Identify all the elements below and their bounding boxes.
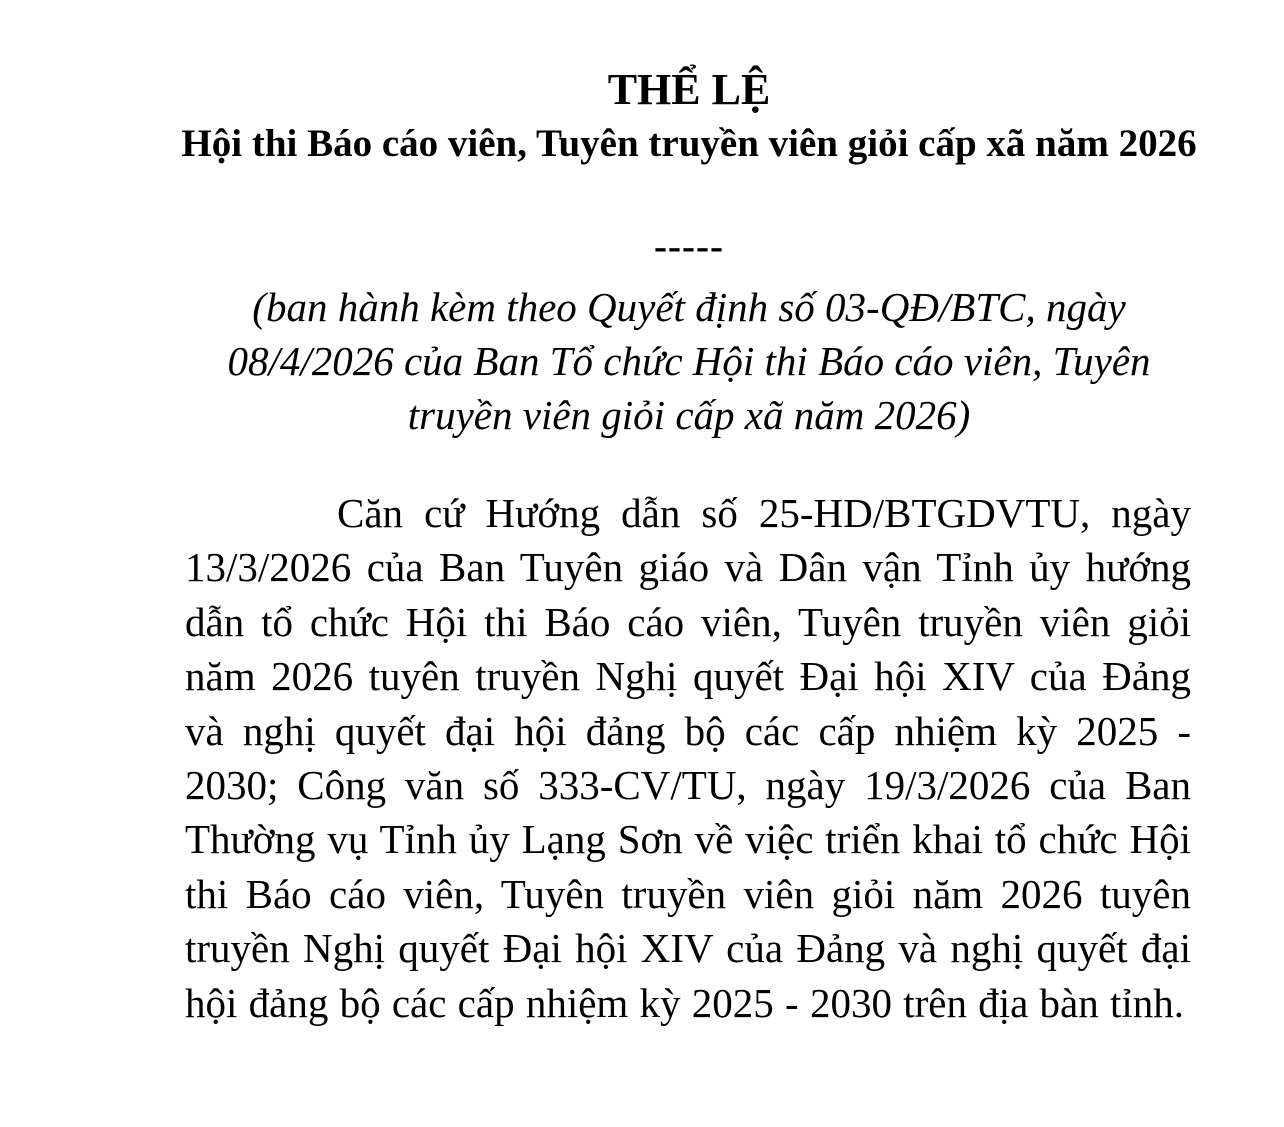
document-subtitle: Hội thi Báo cáo viên, Tuyên truyền viên giỏi cấp xã năm 2026	[181, 122, 1197, 165]
title-divider: -----	[654, 225, 724, 268]
document-title: THỂ LỆ	[607, 65, 771, 114]
issuance-note: (ban hành kèm theo Quyết định số 03-QĐ/BTC, ngày 08/4/2026 của Ban Tổ chức Hội thi Báo cáo viên, Tuyên truyền viên giỏi cấp xã năm 2026)	[227, 284, 1151, 438]
body-paragraph: Căn cứ Hướng dẫn số 25-HD/BTGDVTU, ngày 13/3/2026 của Ban Tuyên giáo và Dân vận Tỉnh ủy hướng dẫn tổ chức Hội thi Báo cáo viên, Tuyên truyền viên giỏi năm 2026 tuyên truyền Nghị quyết Đại hội XIV của Đảng và nghị quyết đại hội đảng bộ các cấp nhiệm kỳ 2025 - 2030; Công văn số 333-CV/TU, ngày 19/3/2026 của Ban Thường vụ Tỉnh ủy Lạng Sơn về việc triển khai tổ chức Hội thi Báo cáo viên, Tuyên truyền viên giỏi năm 2026 tuyên truyền Nghị quyết Đại hội XIV của Đảng và nghị quyết đại hội đảng bộ các cấp nhiệm kỳ 2025 - 2030 trên địa bàn tỉnh.	[185, 490, 1191, 1026]
